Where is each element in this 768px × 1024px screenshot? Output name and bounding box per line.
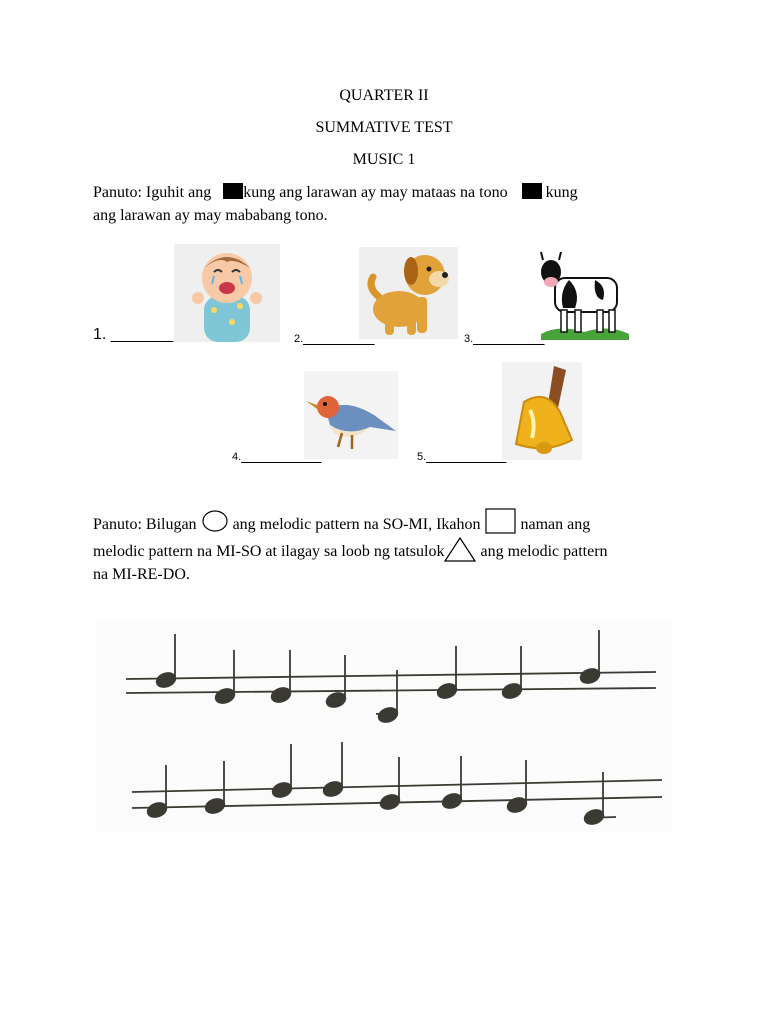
square-icon — [485, 508, 517, 534]
item-3-number: 3. — [464, 333, 474, 345]
instruction-1-part1: Panuto: Iguhit ang — [93, 184, 212, 201]
instruction-2-l3: na MI-RE-DO. — [93, 566, 190, 583]
instruction-1-part2: kung ang larawan ay may mataas na tono — [243, 184, 508, 201]
item-5-blank: _________ — [426, 447, 507, 464]
item-4 — [232, 447, 321, 465]
melodic-patterns — [96, 620, 672, 832]
bell-picture — [502, 362, 582, 460]
staff-1-line-bottom — [126, 688, 656, 693]
instruction-2-l1a: Panuto: Bilugan — [93, 516, 197, 533]
instruction-2-l2b: ang melodic pattern — [480, 543, 608, 560]
dog-picture — [359, 247, 458, 339]
black-square-icon — [522, 183, 542, 199]
crying-baby-picture — [174, 244, 280, 342]
item-2 — [294, 329, 374, 347]
item-5-number: 5. — [417, 451, 427, 463]
instruction-2 — [93, 508, 608, 586]
quarter-title: QUARTER II — [339, 87, 429, 104]
item-1-blank: _______ — [110, 326, 174, 343]
item-5 — [417, 447, 506, 465]
instruction-2-l1c: naman ang — [520, 516, 591, 533]
test-title: SUMMATIVE TEST — [315, 119, 453, 136]
cow-picture — [539, 248, 629, 340]
bird-picture — [304, 371, 398, 459]
item-3-blank: ________ — [473, 329, 545, 346]
instruction-2-l1b: ang melodic pattern na SO-MI, Ikahon — [232, 516, 481, 533]
item-1-number: 1. — [93, 326, 107, 343]
item-2-blank: ________ — [303, 329, 375, 346]
item-4-number: 4. — [232, 451, 242, 463]
subject-title: MUSIC 1 — [352, 151, 416, 168]
staff-1-line-top — [126, 672, 656, 679]
item-3 — [464, 329, 544, 347]
instruction-2-l2a: melodic pattern na MI-SO at ilagay sa loob ng tatsulok — [93, 543, 445, 560]
circle-icon — [201, 510, 229, 532]
item-4-blank: _________ — [241, 447, 322, 464]
triangle-icon — [444, 536, 476, 562]
staff-2-line-top — [132, 780, 662, 792]
item-1 — [93, 326, 173, 344]
item-2-number: 2. — [294, 333, 304, 345]
instruction-1-line2: ang larawan ay may mababang tono. — [93, 207, 328, 224]
instruction-1-part3: kung — [545, 184, 578, 201]
instruction-1 — [93, 181, 578, 227]
black-square-icon — [223, 183, 243, 199]
